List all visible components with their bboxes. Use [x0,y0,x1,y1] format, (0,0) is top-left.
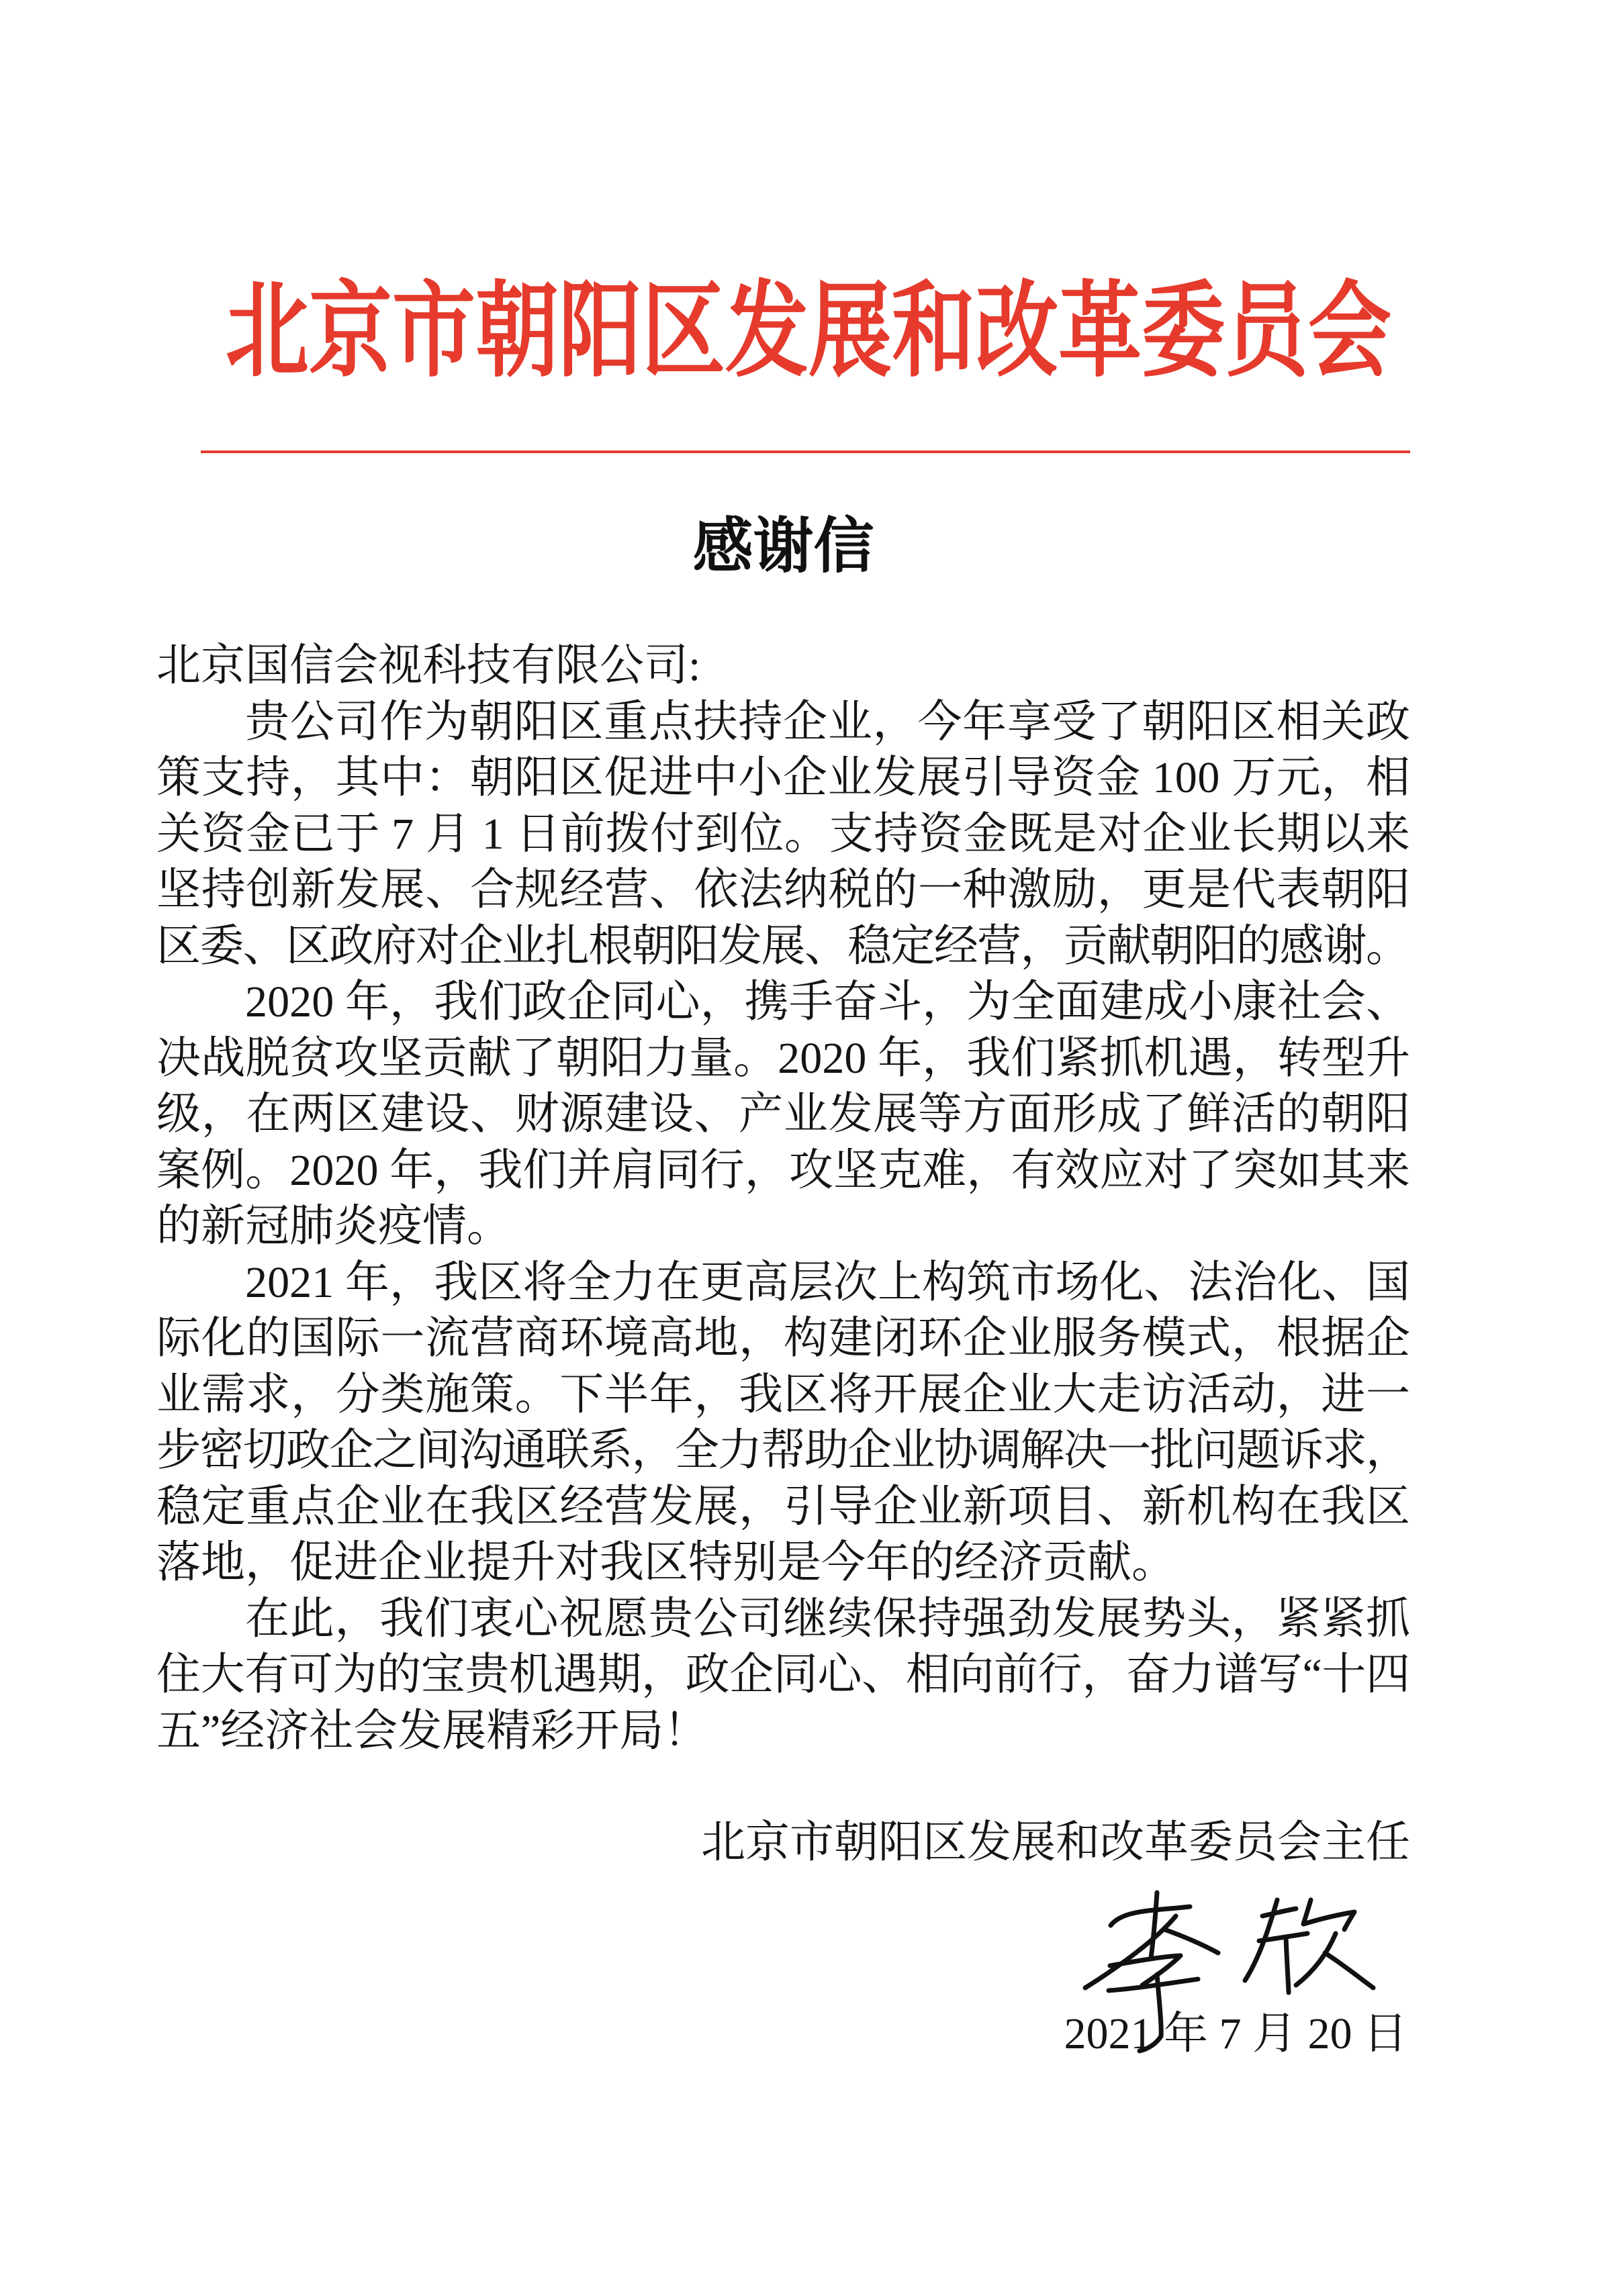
paragraph-2-line [156,1143,1410,1199]
paragraph-2-text: 的新冠肺炎疫情。 [156,1202,511,1251]
paragraph-1-text: 策支持，其中：朝阳区促进中小企业发展引导资金 100 万元，相 [156,753,1411,802]
paragraph-3-line [156,1310,1410,1367]
paragraph-1-line [156,806,1410,863]
paragraph-1-text: 区委、区政府对企业扎根朝阳发展、稳定经营，贡献朝阳的感谢。 [156,921,1410,971]
paragraph-4-text: 在此，我们衷心祝愿贵公司继续保持强劲发展势头，紧紧抓 [245,1594,1411,1643]
paragraph-3-text: 步密切政企之间沟通联系，全力帮助企业协调解决一批问题诉求， [156,1426,1410,1475]
paragraph-2-text: 案例。2020 年，我们并肩同行，攻坚克难，有效应对了突如其来 [156,1145,1411,1195]
paragraph-4-text: 五”经济社会发展精彩开局！ [156,1706,708,1756]
paragraph-2-line [156,1086,1410,1143]
paragraph-2-line [156,1031,1410,1087]
paragraph-4-text: 住大有可为的宝贵机遇期，政企同心、相向前行，奋力谱写“十四 [156,1650,1410,1699]
salutation-text: 北京国信会视科技有限公司: [156,641,701,690]
paragraph-3-text: 落地，促进企业提升对我区特别是今年的经济贡献。 [156,1538,1176,1587]
paragraph-3-text: 2021 年，我区将全力在更高层次上构筑市场化、法治化、国 [245,1257,1411,1307]
paragraph-2-line [156,1198,1410,1255]
paragraph-3-line [156,1535,1410,1591]
paragraph-2-text: 级，在两区建设、财源建设、产业发展等方面形成了鲜活的朝阳 [156,1090,1411,1139]
signer-title: 北京市朝阳区发展和改革委员会主任 [701,1818,1410,1867]
red-header-rule [201,450,1410,453]
paragraph-1-line [156,862,1410,918]
paragraph-2-line [156,974,1410,1031]
paragraph-1-text: 关资金已于 7 月 1 日前拨付到位。支持资金既是对企业长期以来 [156,809,1411,859]
paragraph-3-text: 际化的国际一流营商环境高地，构建闭环企业服务模式，根据企 [156,1314,1411,1363]
paragraph-3-text: 稳定重点企业在我区经营发展，引导企业新项目、新机构在我区 [156,1482,1411,1531]
paragraph-2-text: 2020 年，我们政企同心，携手奋斗，为全面建成小康社会、 [245,977,1411,1026]
signature-stroke-group-li [1085,1893,1218,2051]
paragraph-3-line [156,1367,1410,1423]
letter-body [156,638,1410,1759]
paragraph-3-line [156,1479,1410,1535]
paragraph-1-text: 贵公司作为朝阳区重点扶持企业，今年享受了朝阳区相关政 [245,697,1411,747]
salutation [156,638,1410,694]
letter-title: 感谢信 [692,514,874,580]
paragraph-1-line [156,750,1410,806]
signature-stroke-group-xin [1245,1900,1373,1993]
paragraph-2-text: 决战脱贫攻坚贡献了朝阳力量。2020 年，我们紧抓机遇，转型升 [156,1033,1411,1083]
handwritten-signature [1069,1882,1378,2064]
paragraph-1-line [156,918,1410,975]
paragraph-4-line [156,1703,1410,1760]
paragraph-3-line [156,1255,1410,1311]
paragraph-4-line [156,1591,1410,1647]
issuing-organization-title: 北京市朝阳区发展和改革委员会 [225,274,1391,389]
paragraph-3-line [156,1423,1410,1479]
letter-date: 2021 年 7 月 20 日 [1064,2009,1407,2058]
paragraph-4-line [156,1647,1410,1703]
paragraph-1-line [156,694,1410,751]
paragraph-3-text: 业需求，分类施策。下半年，我区将开展企业大走访活动，进一 [156,1370,1411,1419]
paragraph-1-text: 坚持创新发展、合规经营、依法纳税的一种激励，更是代表朝阳 [156,865,1411,914]
